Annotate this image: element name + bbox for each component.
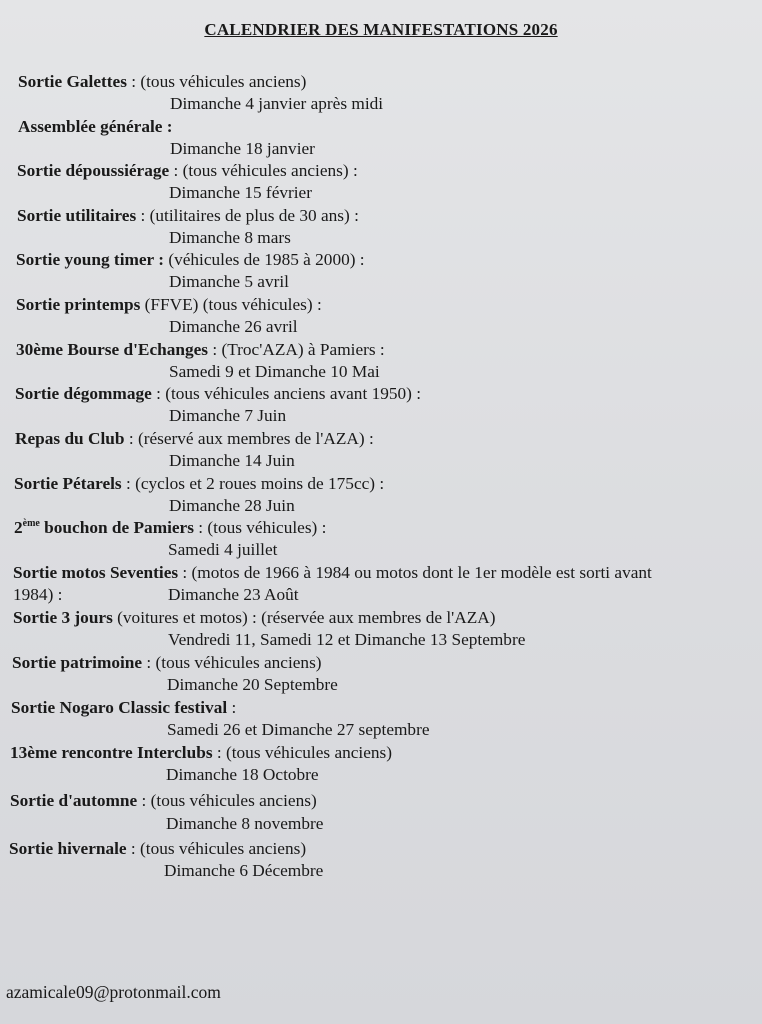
event-date: Dimanche 26 avril bbox=[169, 317, 298, 336]
event-title: 13ème rencontre Interclubs : (tous véhicules anciens) bbox=[10, 743, 393, 762]
event-title: Sortie Pétarels : (cyclos et 2 roues moins de 175cc) : bbox=[14, 474, 385, 493]
event-date: Vendredi 11, Samedi 12 et Dimanche 13 Septembre bbox=[168, 630, 526, 649]
event-title: Sortie dégommage : (tous véhicules anciens avant 1950) : bbox=[15, 384, 422, 403]
event-title: Sortie 3 jours (voitures et motos) : (réservée aux membres de l'AZA) bbox=[13, 608, 496, 627]
event-date: Dimanche 14 Juin bbox=[169, 451, 295, 470]
event-date: Dimanche 5 avril bbox=[169, 272, 289, 291]
event-title: Sortie Galettes : (tous véhicules anciens) bbox=[18, 72, 307, 91]
event-date: Dimanche 8 novembre bbox=[166, 814, 324, 833]
event-date: Dimanche 4 janvier après midi bbox=[170, 94, 384, 113]
event-title: Assemblée générale : bbox=[18, 117, 173, 136]
event-title: Repas du Club : (réservé aux membres de l'AZA) : bbox=[15, 429, 374, 448]
event-date: Dimanche 18 janvier bbox=[170, 139, 315, 158]
event-title: Sortie hivernale : (tous véhicules anciens) bbox=[9, 839, 307, 858]
event-date: Dimanche 8 mars bbox=[169, 228, 291, 247]
event-date: Dimanche 23 Août bbox=[168, 585, 299, 604]
event-title: 2ème bouchon de Pamiers : (tous véhicules) : bbox=[14, 518, 327, 537]
event-title: Sortie young timer : (véhicules de 1985 à 2000) : bbox=[16, 250, 365, 269]
event-title: Sortie printemps (FFVE) (tous véhicules) : bbox=[16, 295, 322, 314]
event-title: Sortie dépoussiérage : (tous véhicules anciens) : bbox=[17, 161, 358, 180]
event-title: 30ème Bourse d'Echanges : (Troc'AZA) à Pamiers : bbox=[16, 340, 385, 359]
event-title: Sortie utilitaires : (utilitaires de plus de 30 ans) : bbox=[17, 206, 359, 225]
event-date: Dimanche 15 février bbox=[169, 183, 312, 202]
event-date: Samedi 9 et Dimanche 10 Mai bbox=[169, 362, 380, 381]
page-title: CALENDRIER DES MANIFESTATIONS 2026 bbox=[204, 20, 558, 39]
contact-email: azamicale09@protonmail.com bbox=[6, 982, 221, 1002]
event-date: Dimanche 20 Septembre bbox=[167, 675, 338, 694]
event-date: Samedi 26 et Dimanche 27 septembre bbox=[167, 720, 430, 739]
event-date: Dimanche 18 Octobre bbox=[166, 765, 319, 784]
event-title: Sortie Nogaro Classic festival : bbox=[11, 698, 237, 717]
event-title: Sortie motos Seventies : (motos de 1966 à 1984 ou motos dont le 1er modèle est sorti avant bbox=[13, 563, 652, 582]
event-date: Dimanche 6 Décembre bbox=[164, 861, 324, 880]
event-detail-continuation: 1984) : bbox=[13, 585, 63, 604]
event-date: Dimanche 28 Juin bbox=[169, 496, 295, 515]
event-title: Sortie d'automne : (tous véhicules anciens) bbox=[10, 791, 317, 810]
event-date: Dimanche 7 Juin bbox=[169, 406, 287, 425]
event-title: Sortie patrimoine : (tous véhicules anciens) bbox=[12, 653, 322, 672]
event-date: Samedi 4 juillet bbox=[168, 540, 278, 559]
